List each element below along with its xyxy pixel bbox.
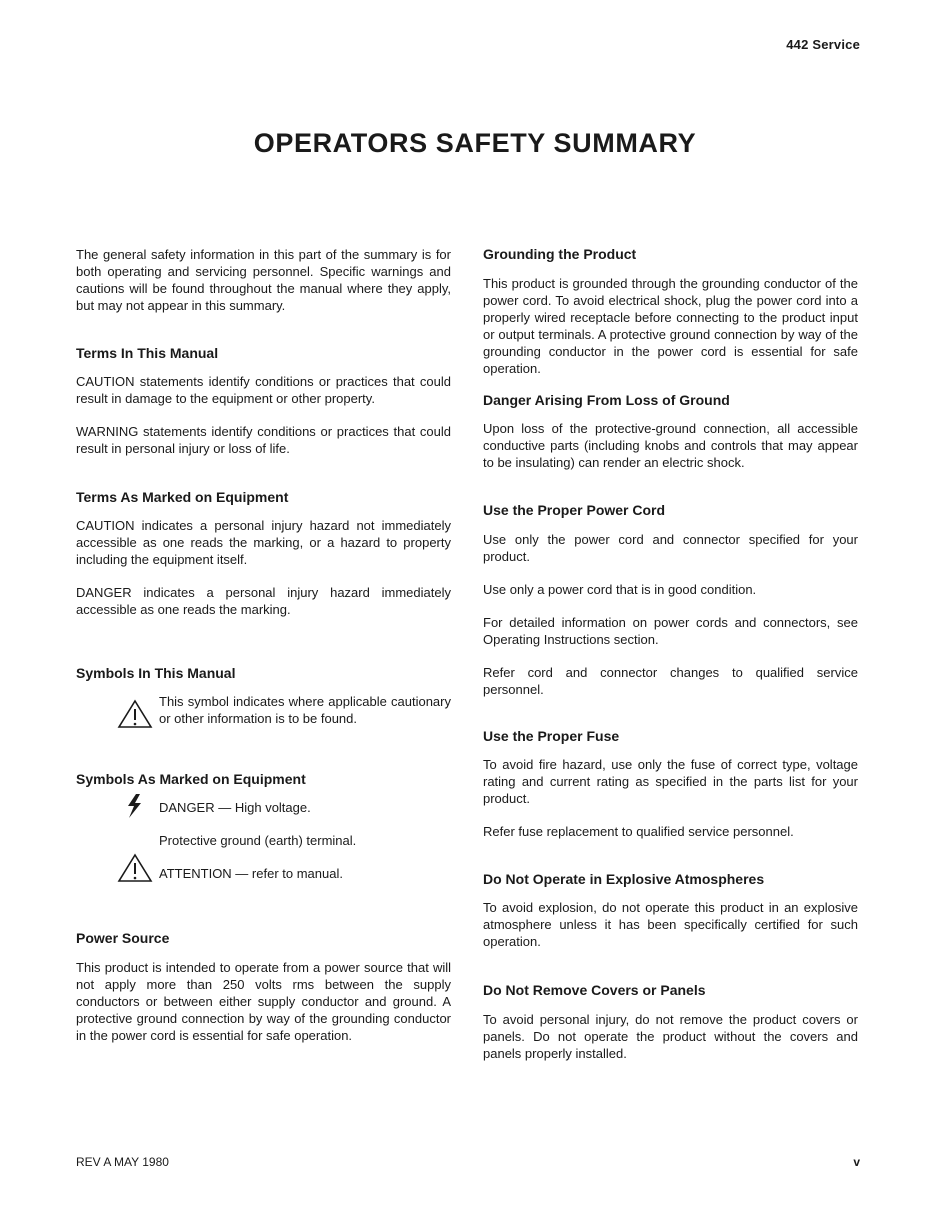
page-title: OPERATORS SAFETY SUMMARY: [253, 128, 697, 158]
symbol-ground-text: Protective ground (earth) terminal.: [159, 833, 357, 848]
symbols-manual-heading: Symbols In This Manual: [76, 665, 236, 681]
fuse-heading: Use the Proper Fuse: [483, 728, 620, 744]
power-source-text: This product is intended to operate from a power source that will not apply more than 250 volts rms between the supply conductors or between either supply conductor and ground. A protective ground connection by way of the grounding conductor in the power cord is essential for safe operation.: [76, 960, 451, 1043]
grounding-text: This product is grounded through the grounding conductor of the power cord. To avoid electrical shock, plug the power cord into a properly wired receptacle before connecting to the product input or output terminals. A protective ground connection by way of the grounding conductor in the power cord is essential for safe operation.: [483, 276, 858, 376]
terms-equipment-caution: CAUTION indicates a personal injury hazard not immediately accessible as one reads the marking, or a hazard to property including the equipment itself.: [76, 518, 451, 567]
terms-manual-warning: WARNING statements identify conditions or practices that could result in personal injury or loss of life.: [76, 424, 451, 456]
revision-label: REV A MAY 1980: [76, 1155, 169, 1169]
symbols-manual-row: [76, 693, 451, 727]
covers-heading: Do Not Remove Covers or Panels: [483, 982, 706, 998]
power-source-heading: Power Source: [76, 930, 170, 946]
power-cord-heading: Use the Proper Power Cord: [483, 502, 666, 518]
fuse-p2: Refer fuse replacement to qualified service personnel.: [483, 824, 794, 839]
power-cord-p4: Refer cord and connector changes to qualified service personnel.: [483, 665, 858, 697]
explosive-heading: Do Not Operate in Explosive Atmospheres: [483, 871, 765, 887]
terms-equipment-heading: Terms As Marked on Equipment: [76, 489, 289, 505]
left-column: [76, 246, 451, 1044]
symbols-manual-description: This symbol indicates where applicable cautionary or other information is to be found.: [159, 694, 451, 726]
terms-manual-heading: Terms In This Manual: [76, 345, 219, 361]
grounding-heading: Grounding the Product: [483, 246, 637, 262]
symbol-attention-row: [76, 865, 451, 882]
manual-id: 442 Service: [786, 37, 860, 52]
symbol-danger-text: DANGER — High voltage.: [159, 800, 311, 815]
caution-triangle-icon: [117, 853, 153, 883]
covers-text: To avoid personal injury, do not remove the product covers or panels. Do not operate the product without the covers and panels properly installed.: [483, 1012, 858, 1061]
loss-of-ground-text: Upon loss of the protective-ground connection, all accessible conductive parts (including knobs and controls that may appear to be insulating) can render an electric shock.: [483, 421, 858, 470]
intro-paragraph: The general safety information in this part of the summary is for both operating and servicing personnel. Specific warnings and cautions will be found throughout the manual where they apply, but may not appear in this summary.: [76, 247, 451, 313]
explosive-text: To avoid explosion, do not operate this product in an explosive atmosphere unless it has been specifically certified for such operation.: [483, 900, 858, 949]
page-number: v: [853, 1155, 860, 1169]
fuse-p1: To avoid fire hazard, use only the fuse of correct type, voltage rating and current rating as specified in the parts list for your product.: [483, 757, 858, 806]
right-column: [483, 246, 858, 1062]
caution-triangle-icon: [117, 699, 153, 729]
terms-manual-caution: CAUTION statements identify conditions or practices that could result in damage to the equipment or other property.: [76, 374, 451, 406]
symbol-attention-text: ATTENTION — refer to manual.: [159, 866, 343, 881]
symbol-danger-row: [76, 799, 451, 816]
loss-of-ground-heading: Danger Arising From Loss of Ground: [483, 392, 730, 408]
lightning-bolt-icon: [123, 793, 145, 819]
symbols-equipment-heading: Symbols As Marked on Equipment: [76, 771, 306, 787]
power-cord-p2: Use only a power cord that is in good condition.: [483, 582, 757, 597]
power-cord-p3: For detailed information on power cords and connectors, see Operating Instructions section.: [483, 615, 858, 647]
power-cord-p1: Use only the power cord and connector specified for your product.: [483, 532, 858, 564]
terms-equipment-danger: DANGER indicates a personal injury hazard immediately accessible as one reads the marking.: [76, 585, 451, 617]
